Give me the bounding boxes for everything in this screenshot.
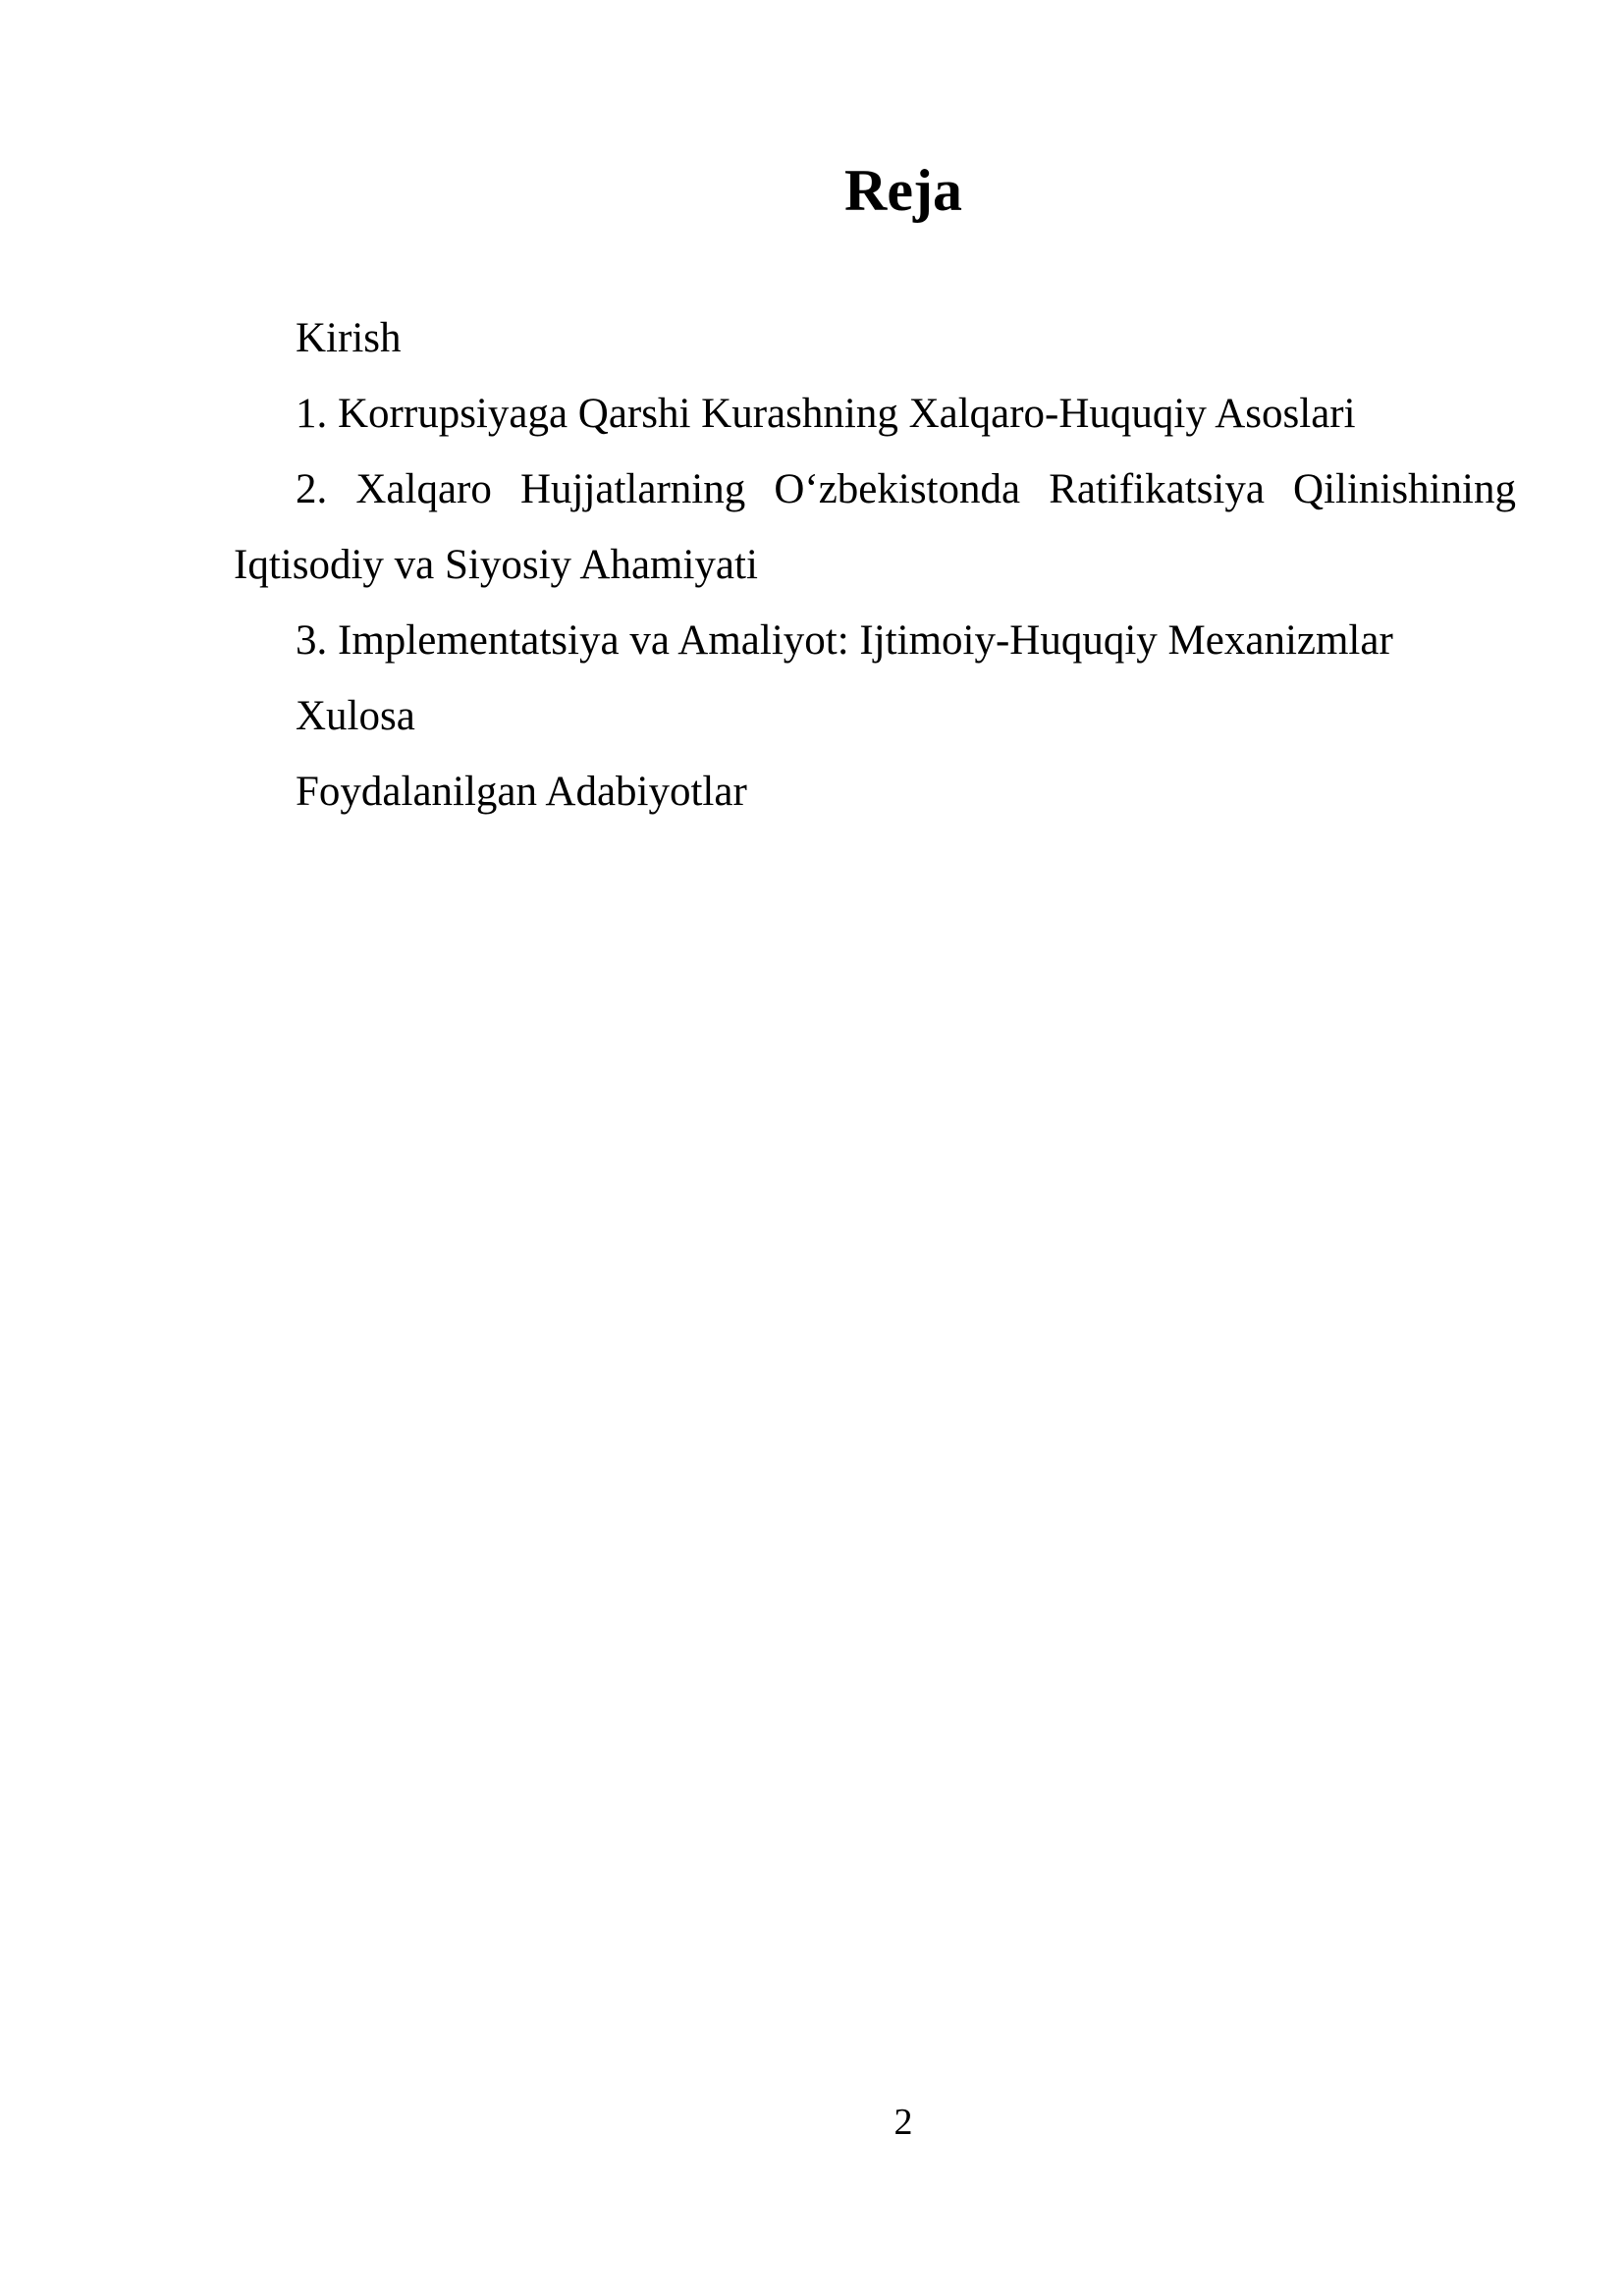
page-number: 2	[893, 2102, 913, 2143]
toc-item-chapter-2-continued: Iqtisodiy va Siyosiy Ahamiyati	[234, 542, 758, 588]
toc-item-references: Foydalanilgan Adabiyotlar	[296, 769, 747, 815]
toc-item-chapter-1: 1. Korrupsiyaga Qarshi Kurashning Xalqaro-Huquqiy Asoslari	[296, 391, 1356, 437]
toc-item-conclusion: Xulosa	[296, 693, 415, 739]
toc-item-chapter-3: 3. Implementatsiya va Amaliyot: Ijtimoiy-Huquqiy Mexanizmlar	[296, 617, 1393, 664]
toc-item-introduction: Kirish	[296, 315, 402, 361]
table-of-contents	[234, 300, 1516, 829]
toc-item-chapter-2: 2. Xalqaro Hujjatlarning O‘zbekistonda Ratifikatsiya Qilinishining	[296, 466, 1516, 512]
page-title: Reja	[844, 158, 962, 223]
